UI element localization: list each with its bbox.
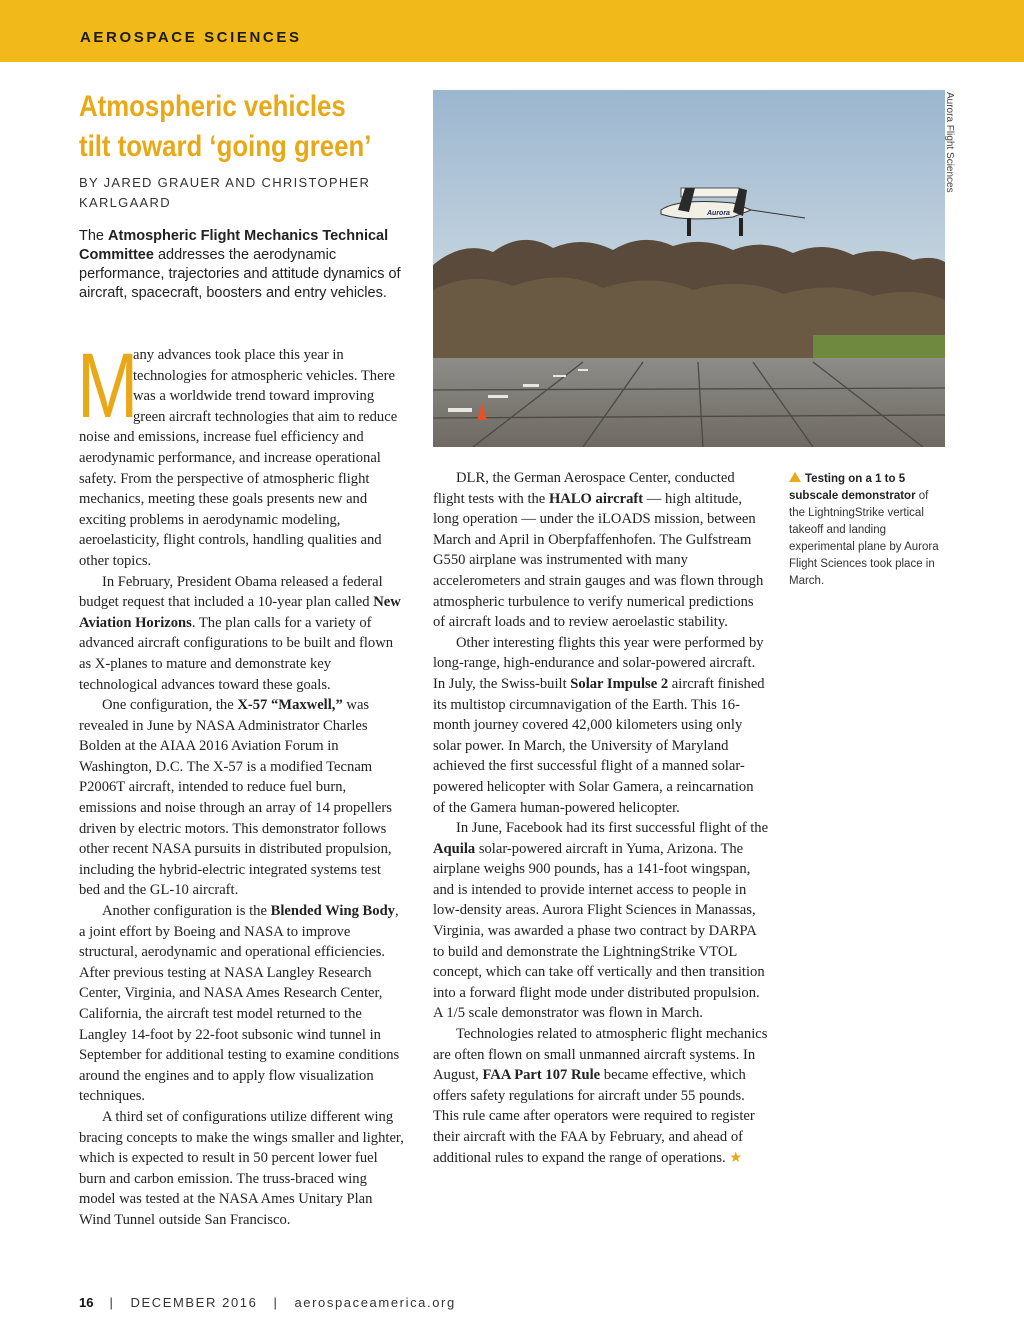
caption-lead: Testing on a 1 to 5 subscale demonstrator <box>789 473 916 502</box>
website-link[interactable]: aerospaceamerica.org <box>294 1295 456 1310</box>
caption-triangle-icon <box>789 472 801 482</box>
highlight-term: X-57 “Maxwell,” <box>237 697 343 714</box>
grass <box>813 335 945 359</box>
photo-credit: Aurora Flight Sciences <box>944 92 955 193</box>
intro-text: addresses the aerodynamic performance, trajectories and attitude dynamics of aircraft, spacecraft, boosters and entry vehicles. <box>79 247 401 301</box>
article-title: Atmospheric vehicles tilt toward ‘going green’ <box>79 90 372 163</box>
paragraph: In February, President Obama released a federal budget request that included a 10-year plan called New Aviation Horizons. The plan calls for a variety of advanced aircraft configurations to be built and flown as X-planes to mature and demonstrate key technological advances toward these goals. <box>79 573 401 693</box>
committee-name: Atmospheric Flight Mechanics Technical Committee <box>79 228 389 263</box>
paragraph: Other interesting flights this year were performed by long-range, high-endurance and solar-powered aircraft. In July, the Swiss-built Solar Impulse 2 aircraft finished its multistop circumnavigation of the Earth. This 16-month journey covered 42,000 kilometers using only solar power. In March, the University of Maryland achieved the first successful flight of a manned solar-powered helicopter with Solar Gamera, a reincarnation of the Gamera human-powered helicopter. <box>433 634 765 816</box>
paragraph: Another configuration is the Blended Wing Body, a joint effort by Boeing and NASA to improve structural, aerodynamic and operational efficiencies. After previous testing at NASA Langley Research Center, Virginia, and NASA Ames Research Center, California, the aircraft test model returned to the Langley 14-foot by 22-foot subsonic wind tunnel in September for additional testing to examine conditions around the engines and to apply flow visualization techniques. <box>79 903 400 1105</box>
paragraph: Technologies related to atmospheric flight mechanics are often flown on small unmanned aircraft systems. In August, FAA Part 107 Rule became effective, which offers safety regulations for aircraft under 55 pounds. This rule came after operators were required to register their aircraft with the FAA by February, and ahead of additional rules to expand the range of operations. ★ <box>433 1026 768 1166</box>
highlight-term: Solar Impulse 2 <box>570 675 669 692</box>
highlight-term: New Aviation Horizons <box>79 594 401 631</box>
aircraft-photo <box>433 90 945 447</box>
page-footer <box>79 1295 456 1310</box>
paragraph-text: any advances took place this year in technologies for atmospheric vehicles. There was a worldwide trend toward improving green aircraft technologies that aim to reduce noise and emissions, increase fuel efficiency and aerodynamic performance, and increase operational safety. From the perspective of atmospheric flight mechanics, meeting these goals presents new and exciting problems in aerodynamic modeling, aeroelasticity, flight controls, handling qualities and other topics. <box>79 347 398 569</box>
caption-text: of the LightningStrike vertical takeoff and landing experimental plane by Aurora Flight Sciences took place in March. <box>789 490 939 587</box>
article-column-2 <box>433 468 769 1168</box>
aircraft-logo: Aurora <box>707 210 730 217</box>
paragraph <box>77 335 405 572</box>
runway <box>433 358 945 447</box>
photo-svg <box>433 90 945 447</box>
paragraph: DLR, the German Aerospace Center, conducted flight tests with the HALO aircraft — high altitude, long operation — under the iLOADS mission, between March and April in Oberpfaffenhofen. The Gulfstream G550 airplane was instrumented with many accelerometers and strain gauges and was flown through atmospheric turbulence to verify numerical predictions of aircraft loads and to review aeroelastic stability. <box>433 470 764 631</box>
photo-caption <box>789 471 939 590</box>
section-label: AEROSPACE SCIENCES <box>80 29 302 46</box>
issue-date: DECEMBER 2016 <box>130 1295 258 1310</box>
highlight-term: FAA Part 107 Rule <box>482 1067 601 1084</box>
paragraph: One configuration, the X-57 “Maxwell,” was revealed in June by NASA Administrator Charles Bolden at the AIAA 2016 Aviation Forum in Washington, D.C. The X-57 is a modified Tecnam P2006T aircraft, intended to reduce fuel burn, emissions and noise through an array of 14 propellers driven by electric motors. This demonstrator follows other recent NASA pursuits in distributed propulsion, including the hybrid-electric integrated systems test bed and the GL-10 aircraft. <box>79 697 392 899</box>
paragraph: In June, Facebook had its first successful flight of the Aquila solar-powered aircraft in Yuma, Arizona. The airplane weighs 900 pounds, has a 141-foot wingspan, and is intended to provide internet access to people in low-density areas. Aurora Flight Sciences in Manassas, Virginia, was awarded a phase two contract by DARPA to build and demonstrate the LightningStrike VTOL concept, which can take off vertically and then transition into a forward flight mode under distributed propulsion. A 1/5 scale demonstrator was flown in March. <box>433 820 769 1022</box>
intro-deck <box>79 227 409 303</box>
highlight-term: HALO aircraft <box>548 490 644 507</box>
intro-text: The <box>79 228 109 244</box>
article-column-1 <box>77 335 405 1231</box>
highlight-term: Aquila <box>433 840 476 857</box>
paragraph: A third set of configurations utilize different wing bracing concepts to make the wings smaller and lighter, which is expected to result in 50 percent lower fuel burn and carbon emission. The truss-braced wing model was tested at the NASA Ames Unitary Plan Wind Tunnel outside San Francisco. <box>79 1108 404 1228</box>
page-number: 16 <box>79 1295 94 1310</box>
byline: BY JARED GRAUER AND CHRISTOPHER KARLGAARD <box>79 175 371 210</box>
drop-cap: M <box>77 335 139 437</box>
highlight-term: Blended Wing Body <box>270 903 395 920</box>
end-star-icon: ★ <box>729 1149 743 1166</box>
footer-separator: | <box>109 1295 115 1310</box>
footer-separator: | <box>273 1295 279 1310</box>
